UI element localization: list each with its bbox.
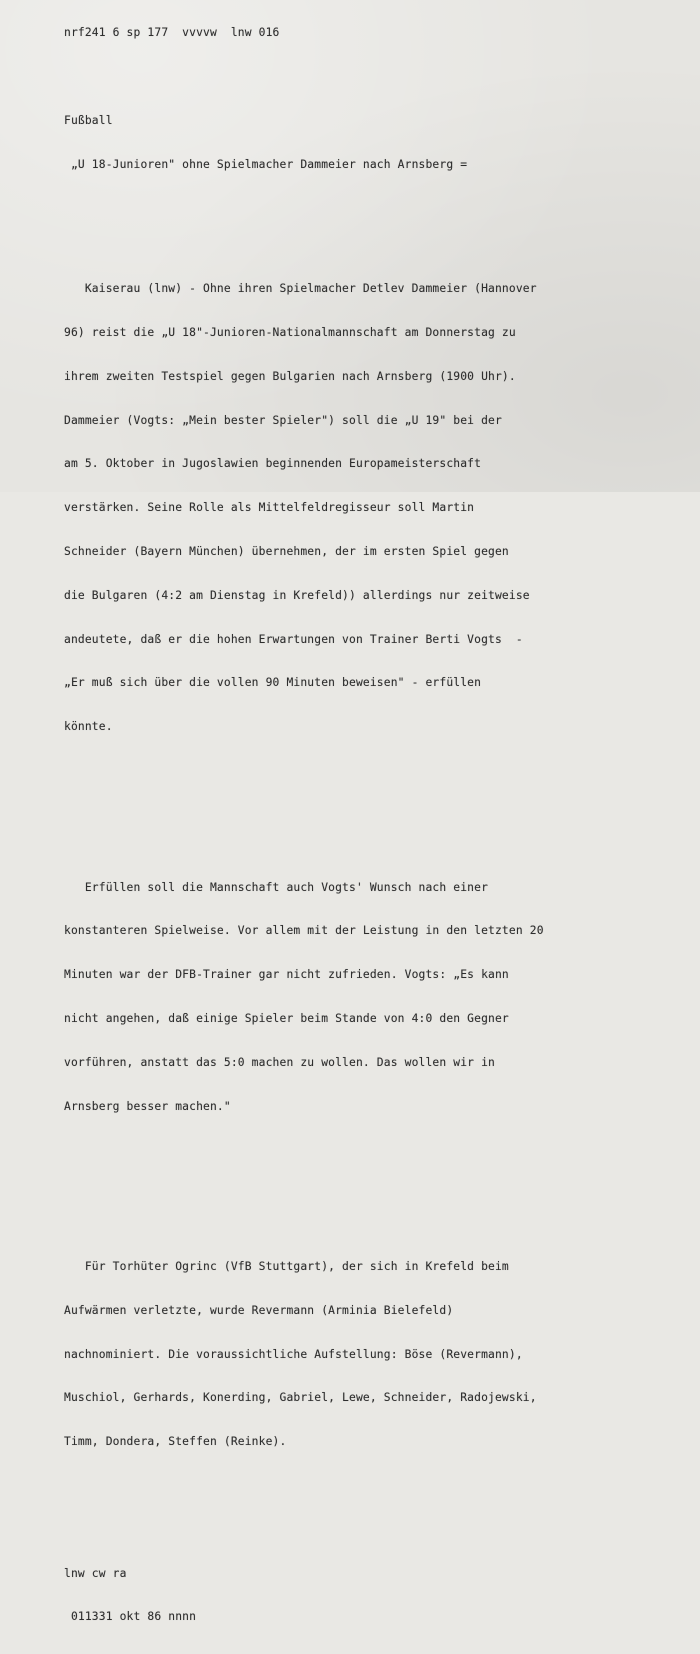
- text-line: ihrem zweiten Testspiel gegen Bulgarien nach Arnsberg (1900 Uhr).: [64, 369, 516, 383]
- paragraph-1: [64, 253, 544, 764]
- text-line: vorführen, anstatt das 5:0 machen zu wollen. Das wollen wir in: [64, 1055, 495, 1069]
- paragraph-3: [64, 1231, 544, 1479]
- date-line: 011331 okt 86 nnnn: [64, 1610, 197, 1624]
- text-line: Muschiol, Gerhards, Konerding, Gabriel, Lewe, Schneider, Radojewski,: [64, 1391, 537, 1405]
- text-line: Erfüllen soll die Mannschaft auch Vogts' Wunsch nach einer: [64, 880, 489, 894]
- text-line: Schneider (Bayern München) übernehmen, der im ersten Spiel gegen: [64, 544, 509, 558]
- text-line: am 5. Oktober in Jugoslawien beginnenden Europameisterschaft: [64, 457, 482, 471]
- author-line: lnw cw ra: [64, 1566, 127, 1580]
- section-label: Fußball: [64, 113, 113, 127]
- routing-line: nrf241 6 sp 177 vvvvw lnw 016: [64, 26, 280, 40]
- paragraph-2: [64, 851, 544, 1143]
- teletype-text: [64, 0, 544, 1654]
- text-line: verstärken. Seine Rolle als Mittelfeldregisseur soll Martin: [64, 501, 475, 515]
- text-line: andeutete, daß er die hohen Erwartungen von Trainer Berti Vogts -: [64, 632, 523, 646]
- headline: „U 18-Junioren" ohne Spielmacher Dammeier nach Arnsberg =: [64, 157, 468, 171]
- text-line: nachnominiert. Die voraussichtliche Aufstellung: Böse (Revermann),: [64, 1347, 523, 1361]
- text-line: Arnsberg besser machen.": [64, 1099, 231, 1113]
- text-line: Dammeier (Vogts: „Mein bester Spieler") soll die „U 19" bei der: [64, 413, 502, 427]
- text-line: die Bulgaren (4:2 am Dienstag in Krefeld)) allerdings nur zeitweise: [64, 588, 530, 602]
- text-line: 96) reist die „U 18"-Junioren-Nationalmannschaft am Donnerstag zu: [64, 326, 516, 340]
- text-line: könnte.: [64, 720, 113, 734]
- text-line: konstanteren Spielweise. Vor allem mit der Leistung in den letzten 20: [64, 924, 544, 938]
- text-line: Kaiserau (lnw) - Ohne ihren Spielmacher Detlev Dammeier (Hannover: [64, 282, 537, 296]
- text-line: Aufwärmen verletzte, wurde Revermann (Arminia Bielefeld): [64, 1303, 454, 1317]
- text-line: „Er muß sich über die vollen 90 Minuten beweisen" - erfüllen: [64, 676, 482, 690]
- text-line: Timm, Dondera, Steffen (Reinke).: [64, 1435, 287, 1449]
- text-line: Für Torhüter Ogrinc (VfB Stuttgart), der sich in Krefeld beim: [64, 1260, 509, 1274]
- text-line: nicht angehen, daß einige Spieler beim Stande von 4:0 den Gegner: [64, 1011, 509, 1025]
- text-line: Minuten war der DFB-Trainer gar nicht zufrieden. Vogts: „Es kann: [64, 968, 509, 982]
